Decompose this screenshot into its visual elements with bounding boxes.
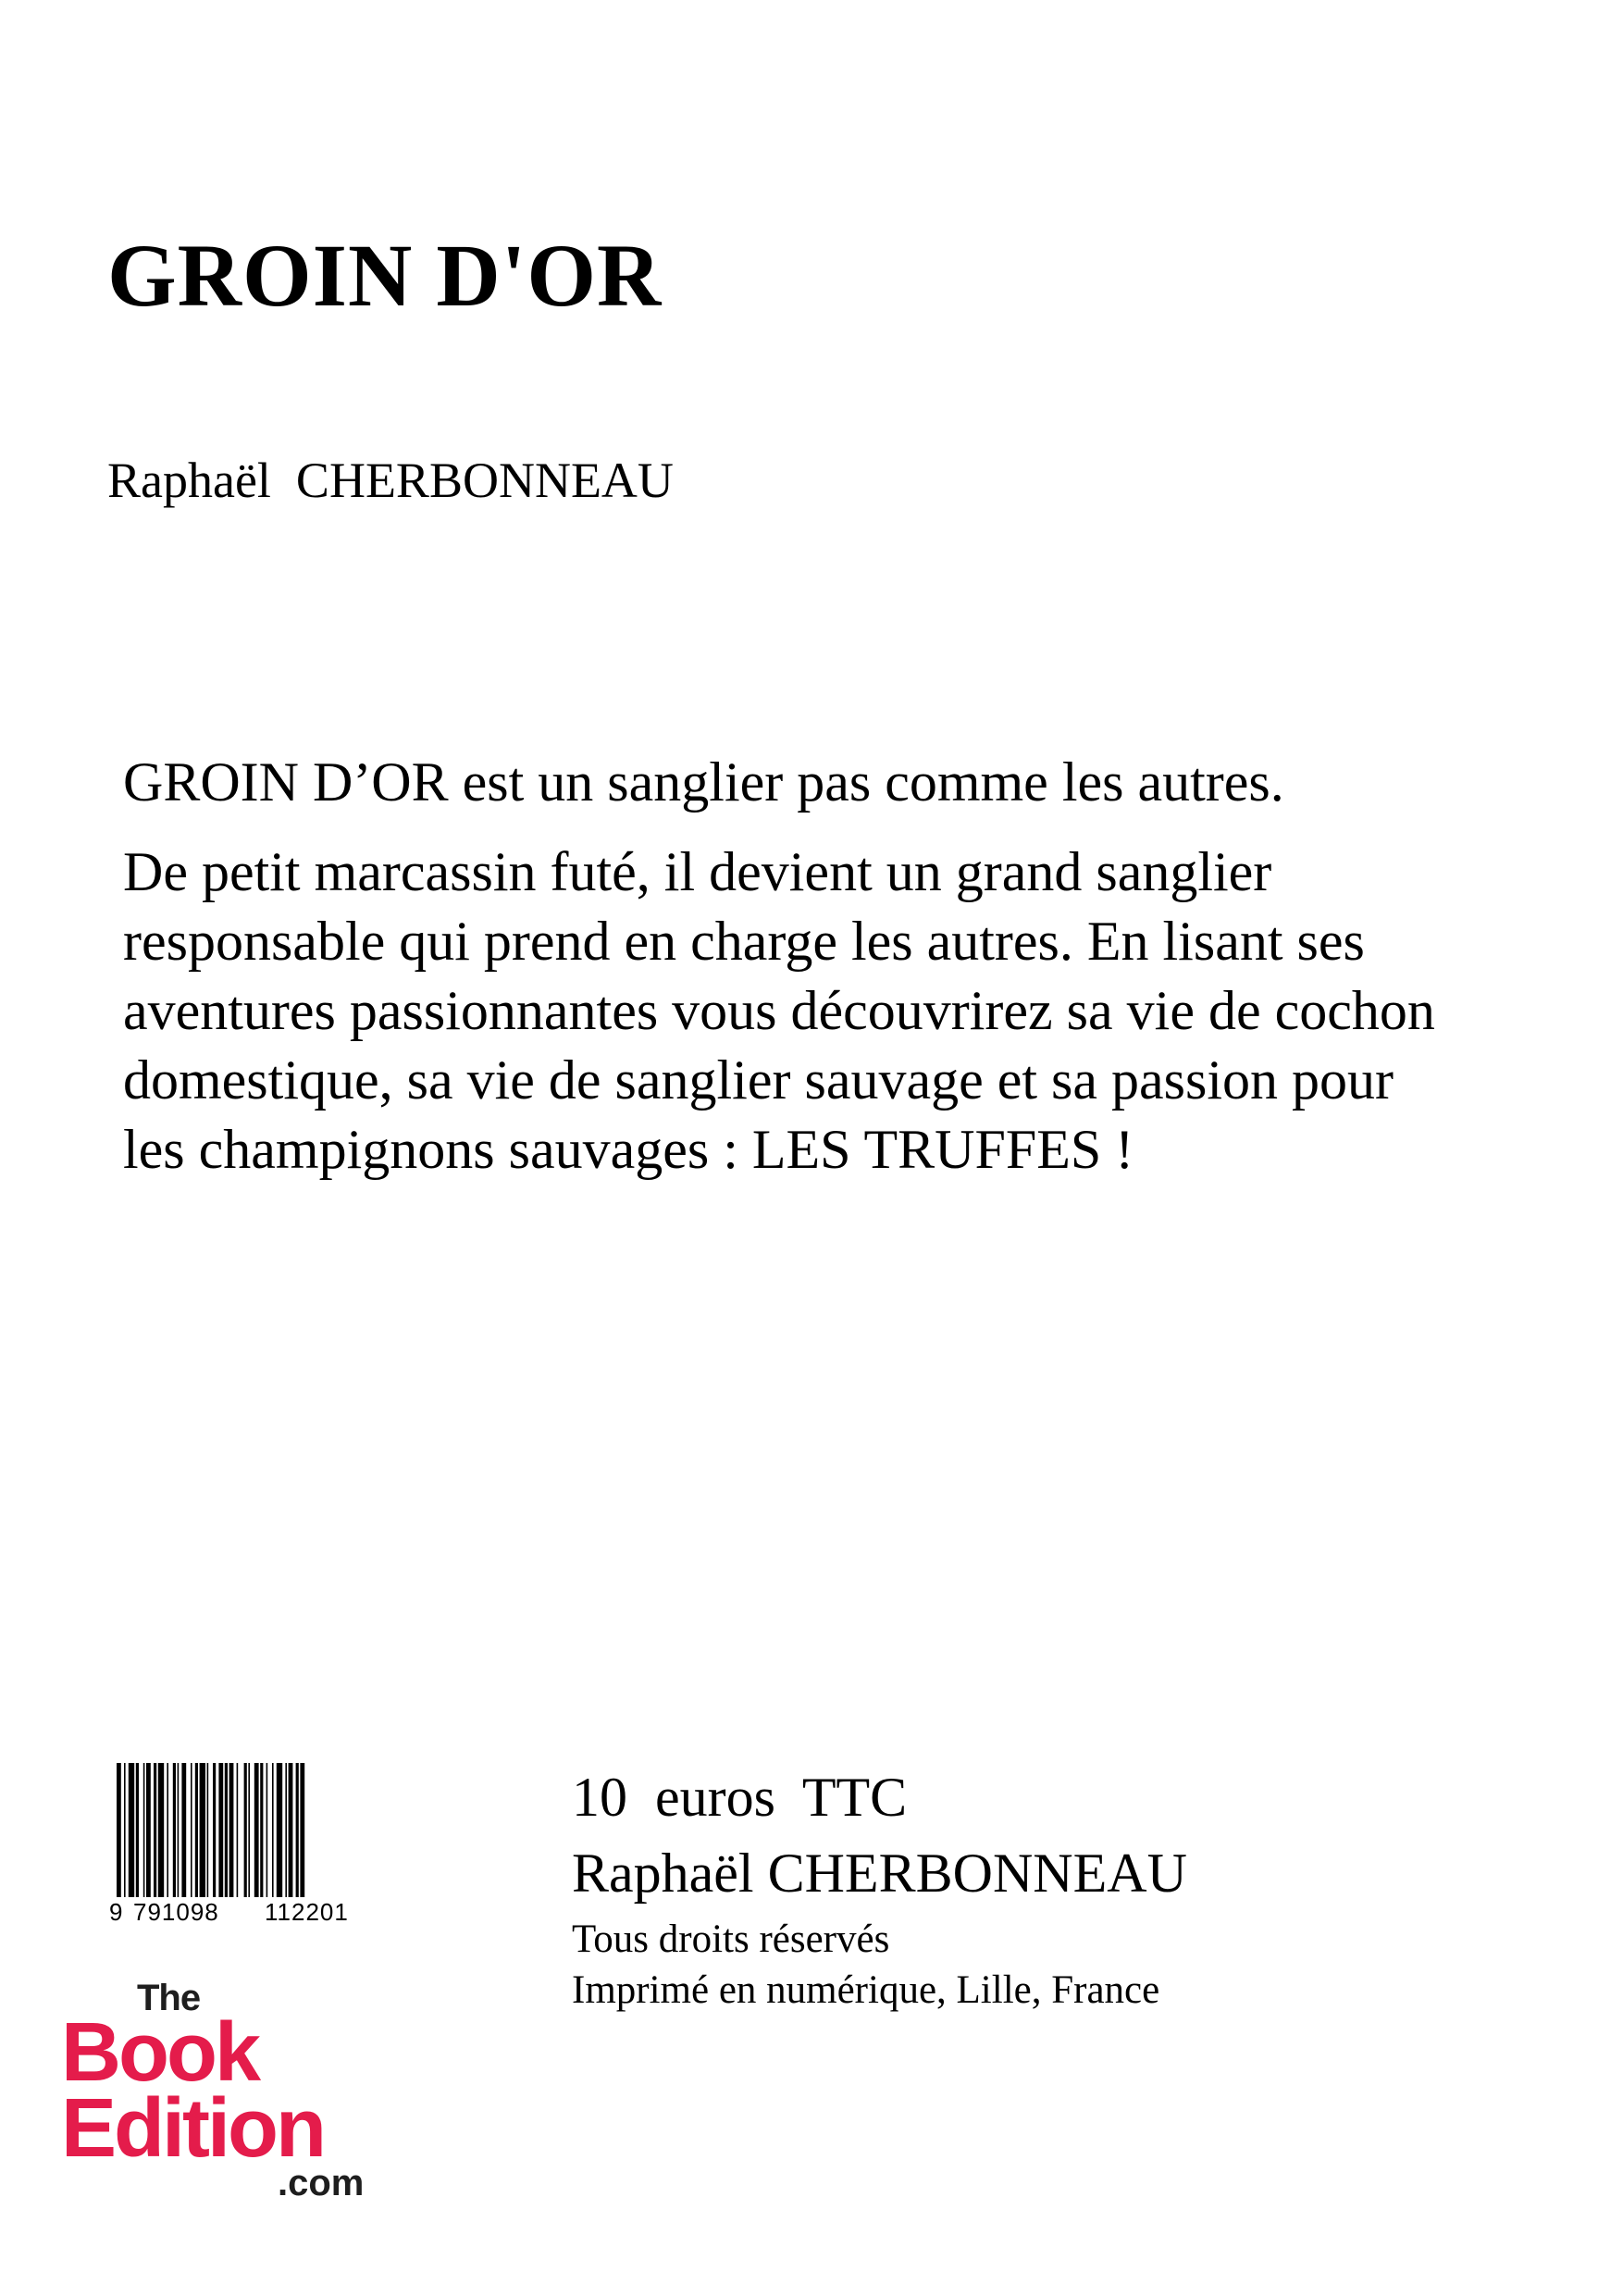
- barcode-bar: [154, 1763, 156, 1897]
- author-name: Raphaël CHERBONNEAU: [107, 453, 674, 508]
- barcode-digits-group-1: 791098: [133, 1898, 219, 1926]
- logo-dotcom: .com: [278, 2163, 365, 2203]
- barcode-bar: [218, 1763, 223, 1897]
- book-title: GROIN D'OR: [107, 226, 663, 325]
- blurb-paragraph-2: De petit marcassin futé, il devient un grand sanglier responsable qui prend en charge les autres. En lisant ses aventures passionnantes vous découvrirez sa vie de cochon domestique, sa vie de sanglier sauvage et sa passion pour les champignons sauvages : LES TRUFFES !: [123, 841, 1435, 1180]
- barcode-digit-first: 9: [109, 1898, 123, 1926]
- publisher-author: Raphaël CHERBONNEAU: [572, 1843, 1187, 1904]
- barcode-bar: [300, 1763, 304, 1897]
- barcode-bar: [124, 1763, 126, 1897]
- barcode-bar: [272, 1763, 274, 1897]
- barcode-bar: [229, 1763, 234, 1897]
- barcode-bar: [167, 1763, 168, 1897]
- barcode-bar: [181, 1763, 186, 1897]
- printing-notice: Imprimé en numérique, Lille, France: [572, 1968, 1160, 2012]
- back-cover-blurb: [123, 748, 1456, 1185]
- barcode-bar: [289, 1763, 293, 1897]
- barcode-bar: [254, 1763, 259, 1897]
- logo-the: The: [137, 1978, 201, 2018]
- barcode-bar: [129, 1763, 134, 1897]
- barcode-bar: [266, 1763, 268, 1897]
- feather-icon: [327, 2096, 341, 2154]
- blurb-paragraph-1: GROIN D’OR est un sanglier pas comme les autres.: [123, 751, 1284, 813]
- barcode-bar: [213, 1763, 216, 1897]
- barcode-bar: [225, 1763, 228, 1897]
- price-label: 10 euros TTC: [572, 1767, 908, 1828]
- logo-edition: Edition: [61, 2082, 324, 2175]
- barcode-bar: [207, 1763, 209, 1897]
- barcode-digits-group-2: 112201: [265, 1898, 349, 1926]
- barcode-bar: [191, 1763, 192, 1897]
- barcode-bar: [146, 1763, 151, 1897]
- barcode-bar: [277, 1763, 282, 1897]
- barcode-bar: [117, 1763, 121, 1897]
- rights-notice: Tous droits réservés: [572, 1917, 890, 1961]
- barcode-bar: [237, 1763, 239, 1897]
- publisher-logo: [56, 1971, 426, 2203]
- isbn-barcode: [107, 1763, 390, 1934]
- barcode-bar: [143, 1763, 145, 1897]
- barcode-bar: [260, 1763, 263, 1897]
- barcode-bar: [296, 1763, 299, 1897]
- logo-book: Book: [61, 2006, 258, 2099]
- barcode-bar: [248, 1763, 250, 1897]
- barcode-bar: [200, 1763, 205, 1897]
- barcode-bar: [178, 1763, 180, 1897]
- barcode-bars: [117, 1763, 304, 1897]
- barcode-bar: [136, 1763, 139, 1897]
- barcode-bar: [158, 1763, 164, 1897]
- barcode-bar: [173, 1763, 176, 1897]
- barcode-bar: [244, 1763, 247, 1897]
- price-info: [572, 1769, 1187, 2010]
- barcode-bar: [285, 1763, 287, 1897]
- barcode-bar: [195, 1763, 198, 1897]
